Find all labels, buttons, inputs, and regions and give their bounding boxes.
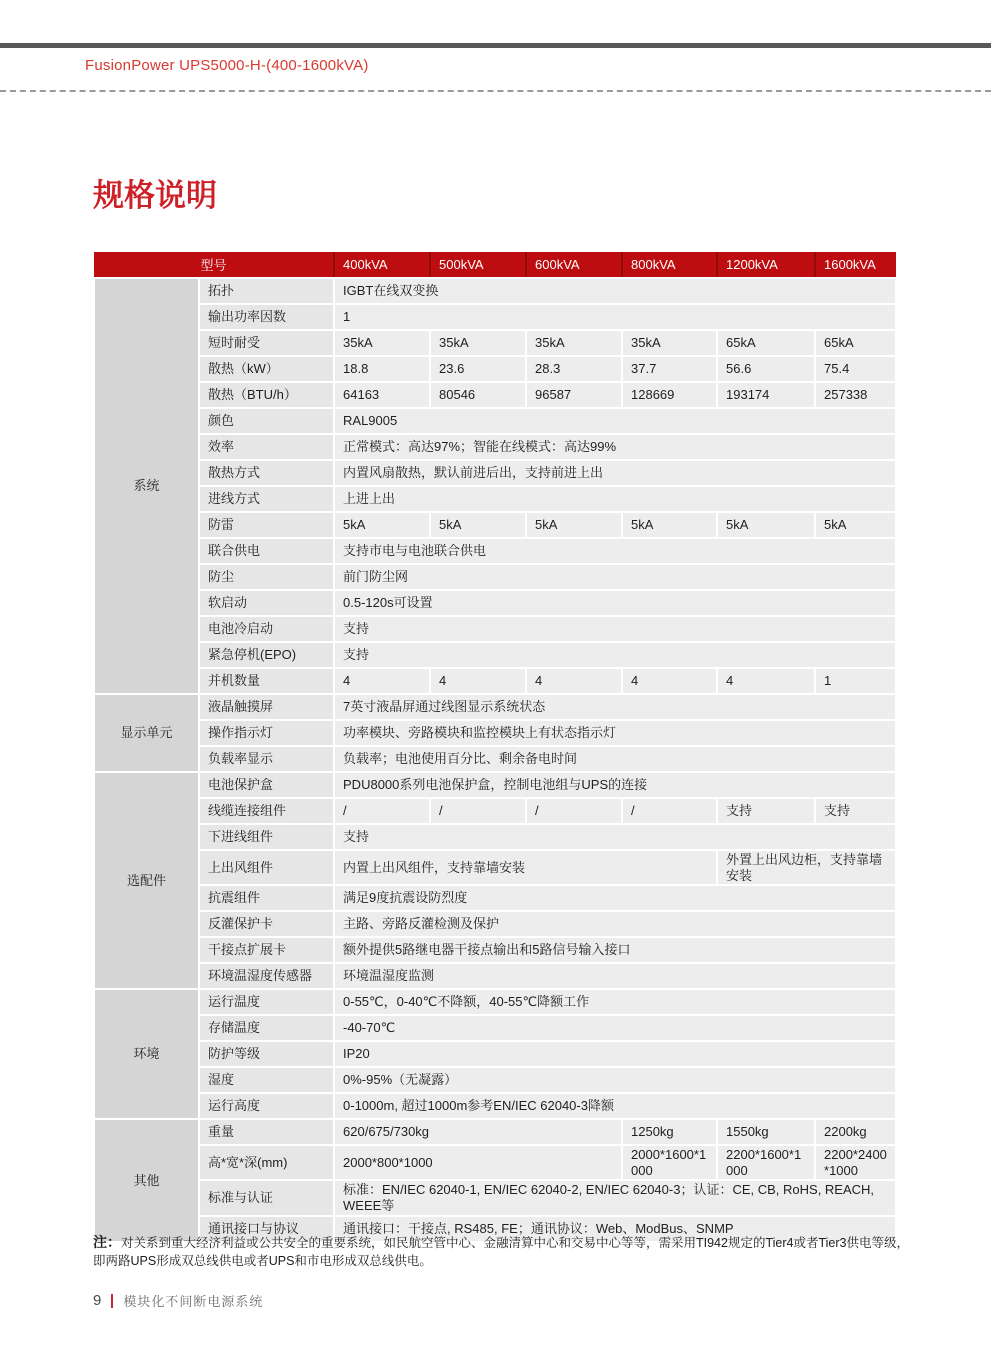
row-label: 存储温度 xyxy=(199,1015,334,1041)
table-row xyxy=(94,590,896,616)
value-cell: 35kA xyxy=(430,330,526,356)
table-row xyxy=(94,1093,896,1119)
value-cell: / xyxy=(622,798,717,824)
row-label: 颜色 xyxy=(199,408,334,434)
table-row xyxy=(94,330,896,356)
footnote xyxy=(93,1232,911,1270)
group-cell: 显示单元 xyxy=(94,694,199,772)
table-row xyxy=(94,1041,896,1067)
group-cell: 选配件 xyxy=(94,772,199,989)
header-cell: 500kVA xyxy=(430,252,526,278)
table-row xyxy=(94,616,896,642)
value-cell: 0-55℃，0-40℃不降额，40-55℃降额工作 xyxy=(334,989,896,1015)
value-cell: 5kA xyxy=(717,512,815,538)
row-label: 下进线组件 xyxy=(199,824,334,850)
row-label: 抗震组件 xyxy=(199,885,334,911)
value-cell: 5kA xyxy=(334,512,430,538)
value-cell: 4 xyxy=(334,668,430,694)
table-row xyxy=(94,1015,896,1041)
row-label: 反灌保护卡 xyxy=(199,911,334,937)
row-label: 通讯接口与协议 xyxy=(199,1216,334,1242)
table-row xyxy=(94,460,896,486)
header-cell-model: 型号 xyxy=(94,252,334,278)
value-cell: 4 xyxy=(526,668,622,694)
footnote-text: 对关系到重大经济利益或公共安全的重要系统，如民航空管中心、金融清算中心和交易中心等等，需采用TI942规定的Tier4或者Tier3供电等级，即两路UPS形成双总线供电或者UPS和市电形成双总线供电。 xyxy=(93,1236,909,1269)
value-cell: 56.6 xyxy=(717,356,815,382)
row-label: 防雷 xyxy=(199,512,334,538)
value-cell: 支持 xyxy=(334,824,896,850)
page-title: 规格说明 xyxy=(93,178,217,213)
value-cell: RAL9005 xyxy=(334,408,896,434)
value-cell: 满足9度抗震设防烈度 xyxy=(334,885,896,911)
header-cell: 1600kVA xyxy=(815,252,896,278)
table-row xyxy=(94,1180,896,1215)
table-row xyxy=(94,278,896,304)
top-accent-bar xyxy=(0,43,991,48)
group-cell: 环境 xyxy=(94,989,199,1119)
group-cell: 系统 xyxy=(94,278,199,694)
row-label: 散热（BTU/h） xyxy=(199,382,334,408)
header-row xyxy=(94,252,896,278)
value-cell: -40-70℃ xyxy=(334,1015,896,1041)
value-cell: 2200kg xyxy=(815,1119,896,1145)
table-row xyxy=(94,1119,896,1145)
value-cell: IGBT在线双变换 xyxy=(334,278,896,304)
row-label: 干接点扩展卡 xyxy=(199,937,334,963)
value-cell: 1 xyxy=(334,304,896,330)
row-label: 拓扑 xyxy=(199,278,334,304)
value-cell: 75.4 xyxy=(815,356,896,382)
table-row xyxy=(94,434,896,460)
row-label: 高*宽*深(mm) xyxy=(199,1145,334,1180)
table-row xyxy=(94,1145,896,1180)
footer-divider-bar xyxy=(111,1294,113,1308)
group-cell: 其他 xyxy=(94,1119,199,1241)
dashed-divider xyxy=(0,90,991,92)
value-cell: / xyxy=(526,798,622,824)
value-cell: 80546 xyxy=(430,382,526,408)
table-body xyxy=(94,278,896,1242)
table-row xyxy=(94,538,896,564)
value-cell: 正常模式：高达97%；智能在线模式：高达99% xyxy=(334,434,896,460)
value-cell: 4 xyxy=(717,668,815,694)
value-cell: 2000*800*1000 xyxy=(334,1145,622,1180)
header-cell: 1200kVA xyxy=(717,252,815,278)
table-row xyxy=(94,668,896,694)
header-cell: 600kVA xyxy=(526,252,622,278)
row-label: 联合供电 xyxy=(199,538,334,564)
value-cell: / xyxy=(334,798,430,824)
value-cell: 负载率；电池使用百分比、剩余备电时间 xyxy=(334,746,896,772)
value-cell: 5kA xyxy=(526,512,622,538)
row-label: 上出风组件 xyxy=(199,850,334,885)
row-label: 液晶触摸屏 xyxy=(199,694,334,720)
value-cell: 2200*1600*1000 xyxy=(717,1145,815,1180)
row-label: 负载率显示 xyxy=(199,746,334,772)
spec-table-container xyxy=(93,252,895,1243)
value-cell: 支持 xyxy=(334,642,896,668)
table-row xyxy=(94,885,896,911)
row-label: 运行高度 xyxy=(199,1093,334,1119)
value-cell: 620/675/730kg xyxy=(334,1119,622,1145)
value-cell: 环境温湿度监测 xyxy=(334,963,896,989)
table-row xyxy=(94,382,896,408)
value-cell: 193174 xyxy=(717,382,815,408)
table-row xyxy=(94,1067,896,1093)
value-cell: 7英寸液晶屏通过线图显示系统状态 xyxy=(334,694,896,720)
value-cell: 内置风扇散热，默认前进后出，支持前进上出 xyxy=(334,460,896,486)
table-row xyxy=(94,720,896,746)
value-cell: 28.3 xyxy=(526,356,622,382)
value-cell: 标准：EN/IEC 62040-1, EN/IEC 62040-2, EN/IEC 62040-3；认证：CE, CB, RoHS, REACH, WEEE等 xyxy=(334,1180,896,1215)
value-cell: 2000*1600*1000 xyxy=(622,1145,717,1180)
table-row xyxy=(94,408,896,434)
value-cell: 35kA xyxy=(622,330,717,356)
row-label: 重量 xyxy=(199,1119,334,1145)
table-row xyxy=(94,304,896,330)
value-cell: 4 xyxy=(430,668,526,694)
table-row xyxy=(94,642,896,668)
value-cell: 主路、旁路反灌检测及保护 xyxy=(334,911,896,937)
value-cell: 65kA xyxy=(815,330,896,356)
table-row xyxy=(94,356,896,382)
table-row xyxy=(94,512,896,538)
value-cell: 128669 xyxy=(622,382,717,408)
row-label: 电池冷启动 xyxy=(199,616,334,642)
value-cell: 96587 xyxy=(526,382,622,408)
value-cell: 上进上出 xyxy=(334,486,896,512)
row-label: 环境温湿度传感器 xyxy=(199,963,334,989)
value-cell: 2200*2400*1000 xyxy=(815,1145,896,1180)
value-cell: 外置上出风边柜，支持靠墙安装 xyxy=(717,850,896,885)
value-cell: 支持市电与电池联合供电 xyxy=(334,538,896,564)
row-label: 散热（kW） xyxy=(199,356,334,382)
value-cell: 1250kg xyxy=(622,1119,717,1145)
row-label: 湿度 xyxy=(199,1067,334,1093)
row-label: 效率 xyxy=(199,434,334,460)
value-cell: 37.7 xyxy=(622,356,717,382)
page-footer xyxy=(93,1291,263,1310)
table-row xyxy=(94,486,896,512)
row-label: 输出功率因数 xyxy=(199,304,334,330)
product-name-header: FusionPower UPS5000-H-(400-1600kVA) xyxy=(85,57,369,74)
value-cell: 支持 xyxy=(717,798,815,824)
value-cell: 内置上出风组件，支持靠墙安装 xyxy=(334,850,717,885)
footer-text: 模块化不间断电源系统 xyxy=(123,1294,264,1309)
spec-table xyxy=(93,252,897,1243)
value-cell: 5kA xyxy=(430,512,526,538)
value-cell: 前门防尘网 xyxy=(334,564,896,590)
value-cell: 1 xyxy=(815,668,896,694)
value-cell: 18.8 xyxy=(334,356,430,382)
table-row xyxy=(94,564,896,590)
page-number: 9 xyxy=(93,1292,102,1309)
value-cell: 35kA xyxy=(526,330,622,356)
row-label: 散热方式 xyxy=(199,460,334,486)
row-label: 紧急停机(EPO) xyxy=(199,642,334,668)
row-label: 线缆连接组件 xyxy=(199,798,334,824)
table-row xyxy=(94,772,896,798)
value-cell: 额外提供5路继电器干接点输出和5路信号输入接口 xyxy=(334,937,896,963)
value-cell: 65kA xyxy=(717,330,815,356)
table-row xyxy=(94,850,896,885)
value-cell: 支持 xyxy=(815,798,896,824)
row-label: 电池保护盒 xyxy=(199,772,334,798)
footnote-label: 注： xyxy=(93,1234,121,1250)
table-row xyxy=(94,911,896,937)
row-label: 短时耐受 xyxy=(199,330,334,356)
table-row xyxy=(94,798,896,824)
value-cell: 5kA xyxy=(815,512,896,538)
value-cell: 支持 xyxy=(334,616,896,642)
row-label: 进线方式 xyxy=(199,486,334,512)
value-cell: 功率模块、旁路模块和监控模块上有状态指示灯 xyxy=(334,720,896,746)
header-cell: 800kVA xyxy=(622,252,717,278)
table-head xyxy=(94,252,896,278)
table-row xyxy=(94,694,896,720)
table-row xyxy=(94,937,896,963)
value-cell: 0-1000m, 超过1000m参考EN/IEC 62040-3降额 xyxy=(334,1093,896,1119)
value-cell: 23.6 xyxy=(430,356,526,382)
value-cell: 64163 xyxy=(334,382,430,408)
value-cell: 257338 xyxy=(815,382,896,408)
header-cell: 400kVA xyxy=(334,252,430,278)
table-row xyxy=(94,746,896,772)
value-cell: 0%-95%（无凝露） xyxy=(334,1067,896,1093)
value-cell: PDU8000系列电池保护盒，控制电池组与UPS的连接 xyxy=(334,772,896,798)
table-row xyxy=(94,989,896,1015)
value-cell: IP20 xyxy=(334,1041,896,1067)
row-label: 标准与认证 xyxy=(199,1180,334,1215)
row-label: 并机数量 xyxy=(199,668,334,694)
value-cell: 通讯接口：干接点, RS485, FE；通讯协议：Web、ModBus、SNMP xyxy=(334,1216,896,1242)
value-cell: 0.5-120s可设置 xyxy=(334,590,896,616)
row-label: 运行温度 xyxy=(199,989,334,1015)
value-cell: 1550kg xyxy=(717,1119,815,1145)
value-cell: 4 xyxy=(622,668,717,694)
value-cell: / xyxy=(430,798,526,824)
value-cell: 5kA xyxy=(622,512,717,538)
row-label: 操作指示灯 xyxy=(199,720,334,746)
table-row xyxy=(94,963,896,989)
row-label: 防尘 xyxy=(199,564,334,590)
row-label: 防护等级 xyxy=(199,1041,334,1067)
row-label: 软启动 xyxy=(199,590,334,616)
table-row xyxy=(94,824,896,850)
value-cell: 35kA xyxy=(334,330,430,356)
